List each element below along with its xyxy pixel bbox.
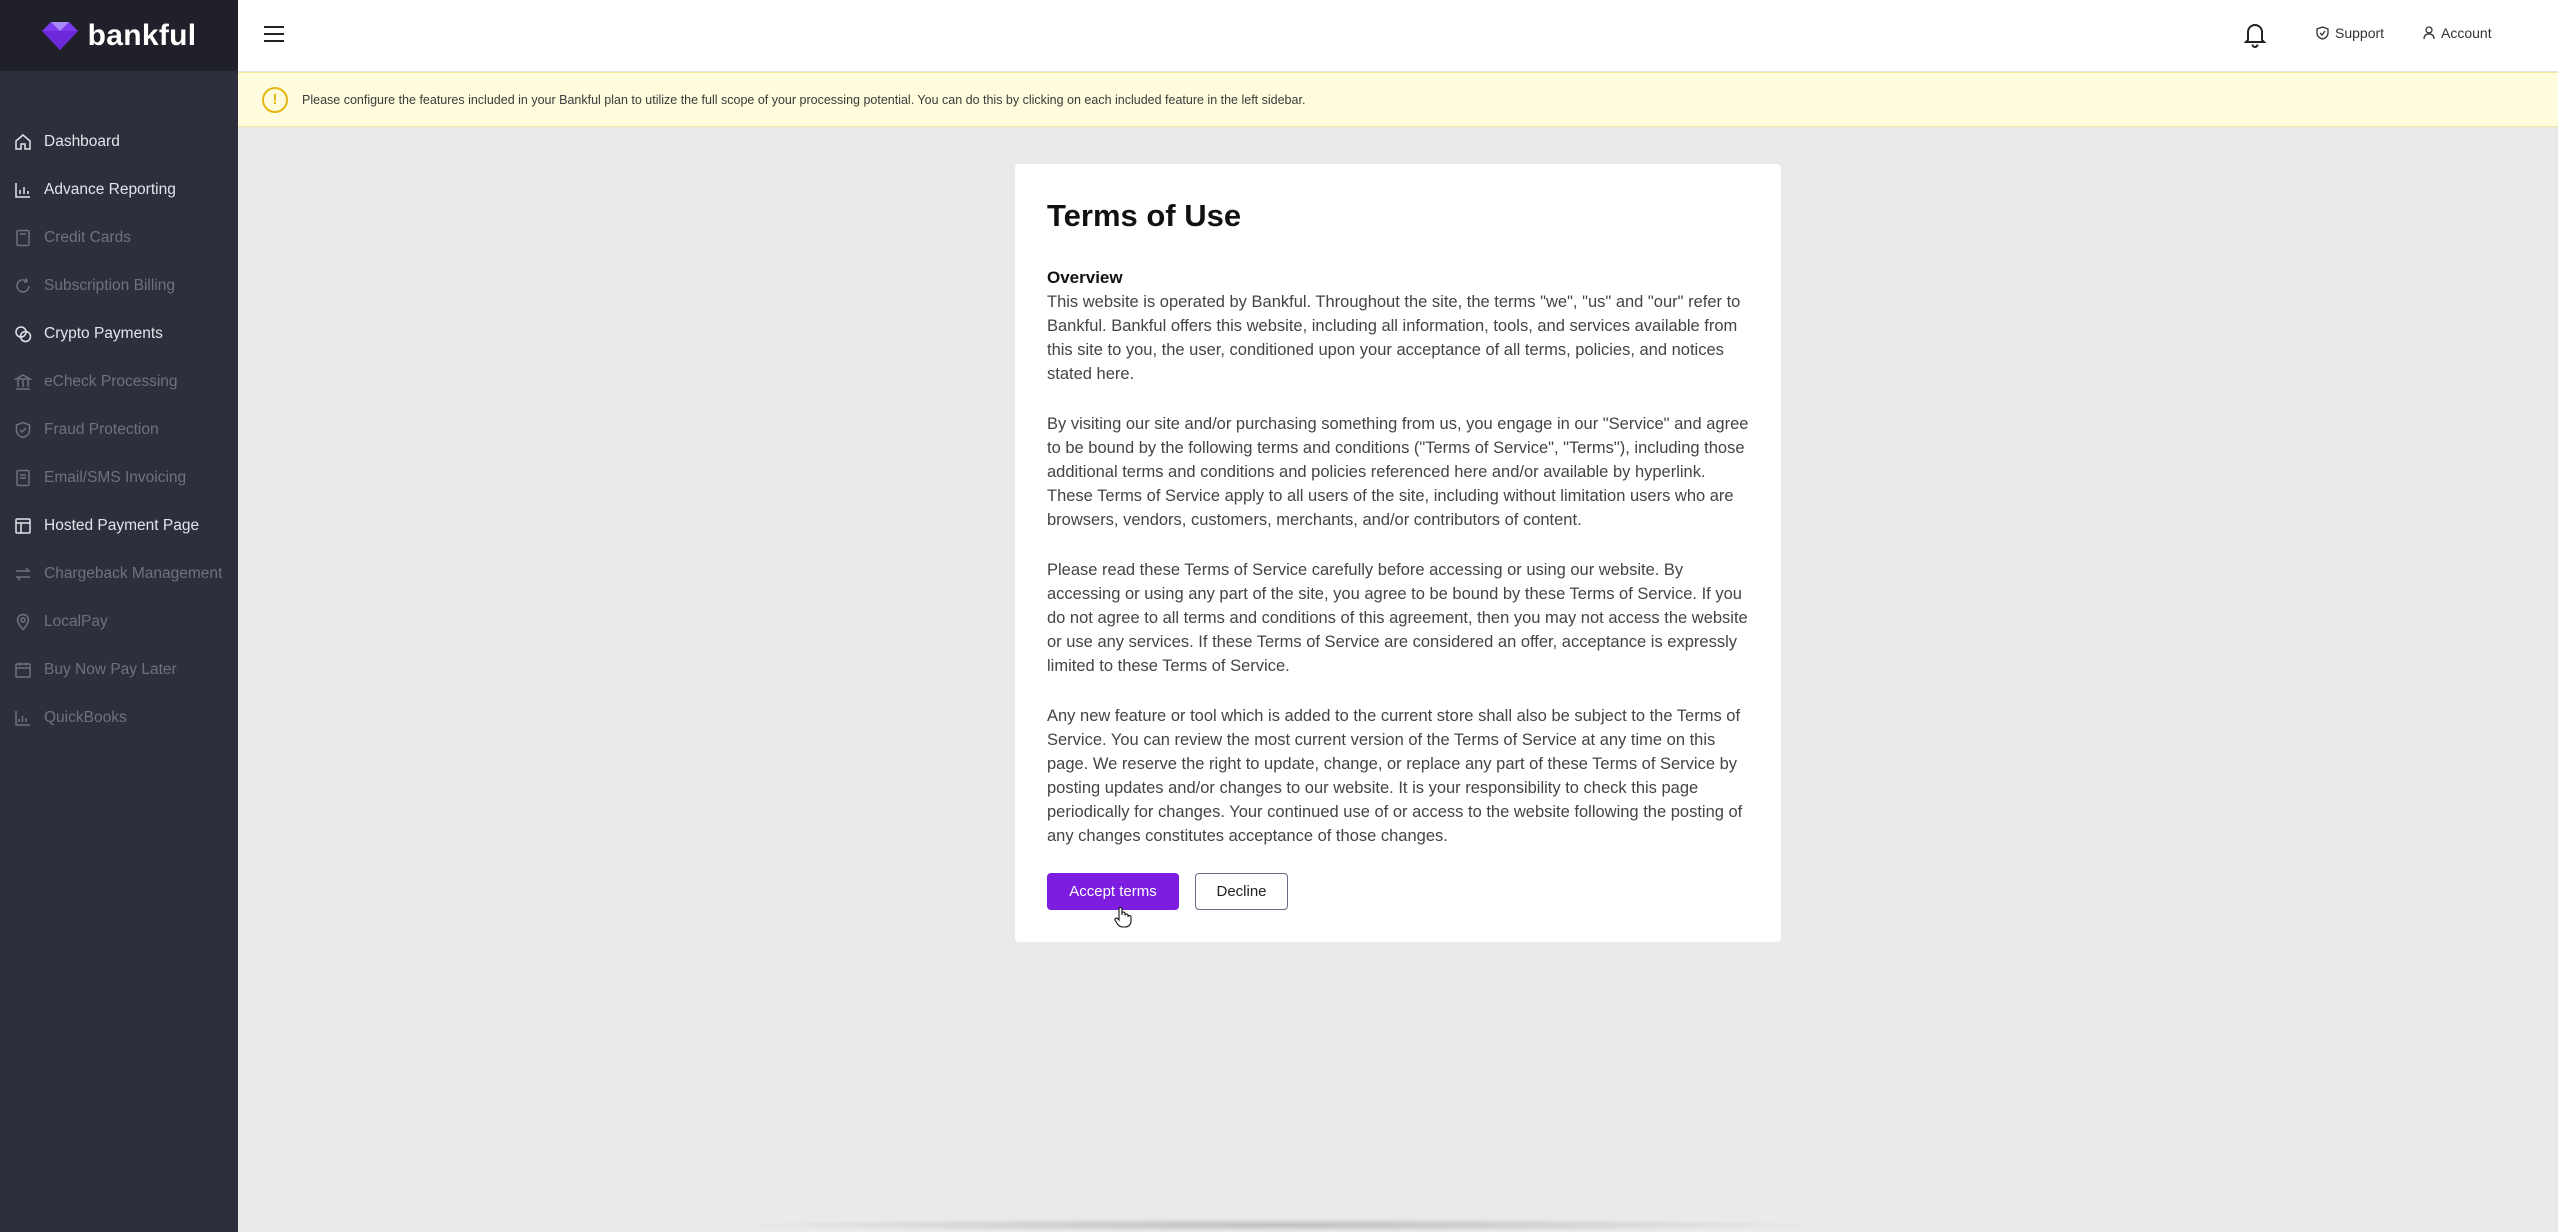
notification-bell-icon[interactable] (2242, 20, 2268, 48)
sidebar-item-label: Hosted Payment Page (44, 517, 200, 534)
sidebar-item-label: QuickBooks (44, 709, 127, 726)
account-link[interactable] (2423, 25, 2492, 41)
sidebar-item-chargeback-management[interactable] (0, 550, 238, 598)
menu-toggle-icon[interactable] (264, 26, 284, 44)
shield-icon (14, 421, 32, 439)
sidebar-item-label: Advance Reporting (44, 181, 176, 198)
sidebar-item-label: LocalPay (44, 613, 108, 630)
sidebar-nav (0, 118, 238, 742)
bankful-logo-icon (42, 22, 78, 50)
terms-paragraph: Any new feature or tool which is added to the current store shall also be subject to the Terms of Service. You can review the most current version of the Terms of Service at any time on this page. We reserve the right to update, change, or replace any part of these Terms of Service by posting updates and/or changes to our website. It is your responsibility to check this page periodically for changes. Your continued use of or access to the website following the posting of any changes constitutes acceptance of those changes. (1047, 707, 1743, 845)
invoice-icon (14, 469, 32, 487)
sidebar-item-dashboard[interactable] (0, 118, 238, 166)
user-icon (2423, 26, 2435, 40)
sidebar-item-label: Subscription Billing (44, 277, 175, 294)
home-icon (14, 133, 32, 151)
support-link[interactable] (2316, 25, 2384, 41)
page-title: Terms of Use (1047, 198, 1242, 233)
sidebar-item-hosted-payment-page[interactable] (0, 502, 238, 550)
card-icon (14, 229, 32, 247)
calendar-icon (14, 661, 32, 679)
arrows-icon (14, 565, 32, 583)
refresh-icon (14, 277, 32, 295)
configuration-alert (238, 72, 2558, 127)
sidebar-item-label: Credit Cards (44, 229, 131, 246)
terms-actions (1047, 873, 1749, 910)
sidebar-item-label: Chargeback Management (44, 565, 223, 582)
coins-icon (14, 325, 32, 343)
decline-button[interactable]: Decline (1195, 873, 1288, 910)
sidebar-item-label: Buy Now Pay Later (44, 661, 177, 678)
sidebar-item-crypto-payments[interactable] (0, 310, 238, 358)
sidebar-item-label: Email/SMS Invoicing (44, 469, 187, 486)
logo[interactable] (0, 0, 238, 71)
terms-card (1015, 164, 1781, 942)
bar-chart-icon (14, 181, 32, 199)
sidebar-item-label: eCheck Processing (44, 373, 178, 390)
top-bar (238, 0, 2558, 72)
sidebar-item-advance-reporting[interactable] (0, 166, 238, 214)
bank-icon (14, 373, 32, 391)
hand-cursor-icon (1113, 906, 1133, 928)
sidebar-item-echeck-processing[interactable] (0, 358, 238, 406)
sidebar-item-localpay[interactable] (0, 598, 238, 646)
bottom-shadow (720, 1218, 1840, 1232)
sidebar (0, 0, 238, 1232)
chart-icon (14, 709, 32, 727)
section-heading: Overview (1047, 268, 1123, 287)
terms-paragraph: Please read these Terms of Service carefully before accessing or using our website. By accessing or using any part of the site, you agree to be bound by these Terms of Service. If you do not agree to all terms and conditions of this agreement, then you may not access the website or use any services. If these Terms of Service are considered an offer, acceptance is expressly limited to these Terms of Service. (1047, 561, 1748, 675)
sidebar-item-label: Fraud Protection (44, 421, 159, 438)
alert-text: Please configure the features included in your Bankful plan to utilize the full scope of your processing potential. You can do this by clicking on each included feature in the left sidebar. (302, 92, 1306, 107)
logo-text: bankful (87, 18, 197, 52)
sidebar-item-buy-now-pay-later[interactable] (0, 646, 238, 694)
accept-terms-button[interactable]: Accept terms (1047, 873, 1179, 910)
warning-icon: ! (262, 87, 288, 113)
map-pin-icon (14, 613, 32, 631)
sidebar-item-quickbooks[interactable] (0, 694, 238, 742)
terms-paragraph: By visiting our site and/or purchasing something from us, you engage in our "Service" and agree to be bound by the following terms and conditions ("Terms of Service", "Terms"), including those additional terms and conditions and policies referenced here and/or available by hyperlink. These Terms of Service apply to all users of the site, including without limitation users who are browsers, vendors, customers, merchants, and/or contributors of content. (1047, 415, 1749, 529)
sidebar-item-credit-cards[interactable] (0, 214, 238, 262)
support-label: Support (2335, 25, 2385, 41)
terms-paragraph: This website is operated by Bankful. Throughout the site, the terms "we", "us" and "our" refer to Bankful. Bankful offers this website, including all information, tools, and services available from this site to you, the user, conditioned upon your acceptance of all terms, policies, and notices stated here. (1047, 293, 1741, 383)
layout-icon (14, 517, 32, 535)
sidebar-item-fraud-protection[interactable] (0, 406, 238, 454)
sidebar-item-label: Crypto Payments (44, 325, 163, 342)
shield-check-icon (2316, 26, 2329, 40)
sidebar-item-subscription-billing[interactable] (0, 262, 238, 310)
account-label: Account (2441, 25, 2492, 41)
sidebar-item-label: Dashboard (44, 133, 120, 150)
sidebar-item-email-sms-invoicing[interactable] (0, 454, 238, 502)
